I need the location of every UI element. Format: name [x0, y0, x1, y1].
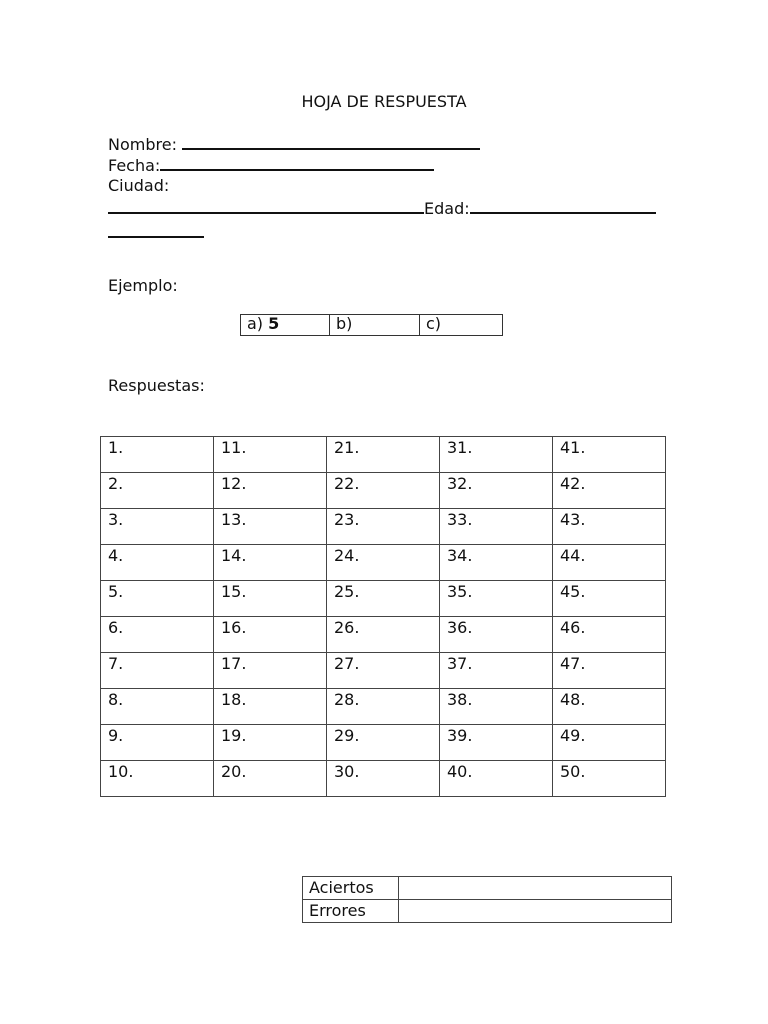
answer-cell[interactable]: 28.	[327, 689, 440, 725]
table-row	[101, 509, 666, 545]
answer-cell[interactable]: 20.	[214, 761, 327, 797]
fecha-label: Fecha:	[108, 156, 161, 175]
answer-cell[interactable]: 50.	[553, 761, 666, 797]
table-row	[101, 617, 666, 653]
answer-cell[interactable]: 39.	[440, 725, 553, 761]
ciudad-row	[108, 176, 169, 195]
score-table	[302, 876, 672, 923]
example-option-c: c)	[420, 315, 503, 336]
nombre-label: Nombre:	[108, 135, 177, 154]
answer-cell[interactable]: 27.	[327, 653, 440, 689]
answer-cell[interactable]: 9.	[101, 725, 214, 761]
answer-cell[interactable]: 49.	[553, 725, 666, 761]
answer-cell[interactable]: 44.	[553, 545, 666, 581]
option-a-value: 5	[268, 314, 280, 333]
option-a-label: a)	[247, 314, 264, 333]
ciudad-field[interactable]	[108, 198, 424, 214]
answer-cell[interactable]: 1.	[101, 437, 214, 473]
example-option-b: b)	[330, 315, 420, 336]
table-row	[101, 725, 666, 761]
answer-cell[interactable]: 34.	[440, 545, 553, 581]
answer-cell[interactable]: 35.	[440, 581, 553, 617]
answer-cell[interactable]: 40.	[440, 761, 553, 797]
answer-cell[interactable]: 48.	[553, 689, 666, 725]
answer-cell[interactable]: 8.	[101, 689, 214, 725]
example-option-a	[241, 315, 330, 336]
edad-field-extra[interactable]	[108, 222, 204, 238]
table-row	[303, 900, 672, 923]
table-row	[101, 689, 666, 725]
answer-cell[interactable]: 46.	[553, 617, 666, 653]
errores-field[interactable]	[399, 900, 672, 923]
aciertos-label: Aciertos	[303, 877, 399, 900]
table-row	[101, 437, 666, 473]
page-title: HOJA DE RESPUESTA	[301, 92, 467, 111]
nombre-field[interactable]	[182, 134, 480, 150]
edad-field[interactable]	[470, 198, 656, 214]
answer-cell[interactable]: 16.	[214, 617, 327, 653]
answer-cell[interactable]: 18.	[214, 689, 327, 725]
answer-cell[interactable]: 23.	[327, 509, 440, 545]
answer-cell[interactable]: 11.	[214, 437, 327, 473]
answer-cell[interactable]: 42.	[553, 473, 666, 509]
edad-label: Edad:	[424, 199, 470, 218]
errores-label: Errores	[303, 900, 399, 923]
answer-cell[interactable]: 41.	[553, 437, 666, 473]
table-row	[101, 473, 666, 509]
answer-cell[interactable]: 5.	[101, 581, 214, 617]
answer-cell[interactable]: 7.	[101, 653, 214, 689]
answer-cell[interactable]: 37.	[440, 653, 553, 689]
answer-cell[interactable]: 2.	[101, 473, 214, 509]
answer-grid	[100, 436, 666, 797]
nombre-row	[108, 134, 480, 154]
table-row	[303, 877, 672, 900]
table-row	[101, 761, 666, 797]
answer-cell[interactable]: 29.	[327, 725, 440, 761]
answer-cell[interactable]: 33.	[440, 509, 553, 545]
answer-cell[interactable]: 31.	[440, 437, 553, 473]
answer-cell[interactable]: 38.	[440, 689, 553, 725]
answer-cell[interactable]: 47.	[553, 653, 666, 689]
answer-cell[interactable]: 17.	[214, 653, 327, 689]
answer-cell[interactable]: 36.	[440, 617, 553, 653]
answer-cell[interactable]: 21.	[327, 437, 440, 473]
answer-cell[interactable]: 6.	[101, 617, 214, 653]
table-row	[101, 581, 666, 617]
answer-cell[interactable]: 22.	[327, 473, 440, 509]
answer-cell[interactable]: 24.	[327, 545, 440, 581]
ciudad-edad-row	[108, 198, 656, 218]
aciertos-field[interactable]	[399, 877, 672, 900]
answer-cell[interactable]: 4.	[101, 545, 214, 581]
answer-cell[interactable]: 12.	[214, 473, 327, 509]
table-row	[101, 653, 666, 689]
respuestas-heading: Respuestas:	[108, 376, 205, 395]
fecha-field[interactable]	[160, 155, 434, 171]
answer-cell[interactable]: 45.	[553, 581, 666, 617]
fecha-row	[108, 155, 434, 175]
answer-cell[interactable]: 14.	[214, 545, 327, 581]
ejemplo-heading: Ejemplo:	[108, 276, 178, 295]
answer-cell[interactable]: 10.	[101, 761, 214, 797]
answer-cell[interactable]: 25.	[327, 581, 440, 617]
example-table	[240, 314, 503, 336]
answer-cell[interactable]: 32.	[440, 473, 553, 509]
edad-field-continuation	[108, 222, 204, 242]
answer-cell[interactable]: 43.	[553, 509, 666, 545]
answer-cell[interactable]: 19.	[214, 725, 327, 761]
answer-cell[interactable]: 26.	[327, 617, 440, 653]
table-row	[101, 545, 666, 581]
ciudad-label: Ciudad:	[108, 176, 170, 195]
answer-cell[interactable]: 13.	[214, 509, 327, 545]
answer-cell[interactable]: 3.	[101, 509, 214, 545]
answer-cell[interactable]: 30.	[327, 761, 440, 797]
answer-cell[interactable]: 15.	[214, 581, 327, 617]
